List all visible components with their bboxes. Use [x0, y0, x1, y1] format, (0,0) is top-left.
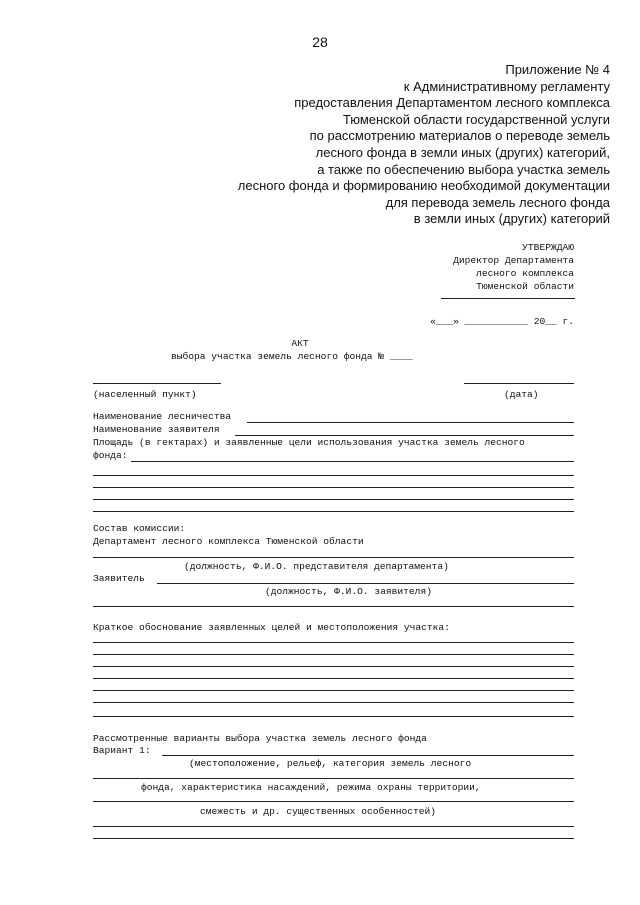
variant-1-label: Вариант 1:	[93, 745, 151, 756]
blank-line[interactable]	[93, 690, 574, 691]
forestry-label: Наименование лесничества	[93, 411, 232, 422]
act-subtitle: выбора участка земель лесного фонда № ____	[171, 351, 413, 362]
commission-department: Департамент лесного комплекса Тюменской области	[93, 536, 364, 547]
variant-caption: фонда, характеристика насаждений, режима охраны территории,	[141, 782, 481, 793]
applicant-label: Наименование заявителя	[93, 424, 220, 435]
approval-line: лесного комплекса	[476, 268, 574, 279]
applicant-field[interactable]	[235, 435, 574, 436]
area-label: Площадь (в гектарах) и заявленные цели использования участка земель лесного	[93, 437, 525, 448]
blank-line[interactable]	[93, 838, 574, 839]
appendix-line: в земли иных (других) категорий	[413, 211, 610, 227]
blank-line[interactable]	[93, 654, 574, 655]
variants-heading: Рассмотренные варианты выбора участка земель лесного фонда	[93, 733, 427, 744]
appendix-line: Приложение № 4	[505, 62, 610, 77]
blank-line[interactable]	[93, 499, 574, 500]
variant-caption: смежесть и др. существенных особенностей)	[200, 806, 437, 817]
blank-line[interactable]	[93, 511, 574, 512]
justification-heading: Краткое обоснование заявленных целей и местоположения участка:	[93, 622, 450, 633]
blank-line[interactable]	[93, 642, 574, 643]
variant-caption: (местоположение, рельеф, категория земель лесного	[189, 758, 472, 769]
appendix-line: лесного фонда и формированию необходимой документации	[237, 178, 610, 194]
act-title: АКТ	[291, 338, 309, 349]
blank-line[interactable]	[93, 716, 574, 717]
date-caption: (дата)	[504, 389, 539, 400]
appendix-line: к Административному регламенту	[403, 78, 610, 94]
commission-applicant-field[interactable]	[157, 583, 574, 584]
approval-block	[453, 241, 574, 293]
blank-line[interactable]	[93, 702, 574, 703]
blank-line[interactable]	[93, 666, 574, 667]
approval-line: УТВЕРЖДАЮ	[522, 242, 574, 253]
blank-line[interactable]	[93, 475, 574, 476]
area-label-cont: фонда:	[93, 450, 128, 461]
appendix-line: предоставления Департаментом лесного комплекса	[294, 95, 610, 111]
blank-line[interactable]	[93, 826, 574, 827]
settlement-line	[93, 383, 221, 384]
date-line	[464, 383, 574, 384]
department-rep-line[interactable]	[93, 557, 574, 558]
appendix-header	[238, 62, 610, 228]
department-rep-caption: (должность, Ф.И.О. представителя департамента)	[184, 561, 449, 572]
blank-line[interactable]	[93, 678, 574, 679]
appendix-line: а также по обеспечению выбора участка земель	[317, 161, 610, 177]
forestry-field[interactable]	[247, 422, 574, 423]
blank-line[interactable]	[93, 606, 574, 607]
approval-line: Директор Департамента	[453, 255, 574, 266]
settlement-caption: (населенный пункт)	[93, 389, 197, 400]
appendix-line: лесного фонда в земли иных (других) категорий,	[315, 144, 610, 160]
blank-line[interactable]	[93, 801, 574, 802]
blank-line[interactable]	[93, 778, 574, 779]
approval-date: «___» ___________ 20__ г.	[430, 316, 574, 327]
commission-heading: Состав комиссии:	[93, 523, 186, 534]
appendix-line: Тюменской области государственной услуги	[342, 111, 610, 127]
commission-applicant-label: Заявитель	[93, 573, 145, 584]
area-field[interactable]	[131, 461, 574, 462]
blank-line[interactable]	[93, 487, 574, 488]
applicant-caption: (должность, Ф.И.О. заявителя)	[265, 586, 432, 597]
variant-1-field[interactable]	[162, 755, 574, 756]
appendix-line: для перевода земель лесного фонда	[385, 194, 610, 210]
page-number: 28	[312, 34, 328, 50]
signature-line	[441, 298, 575, 299]
approval-line: Тюменской области	[476, 281, 574, 292]
appendix-line: по рассмотрению материалов о переводе земель	[309, 128, 610, 144]
